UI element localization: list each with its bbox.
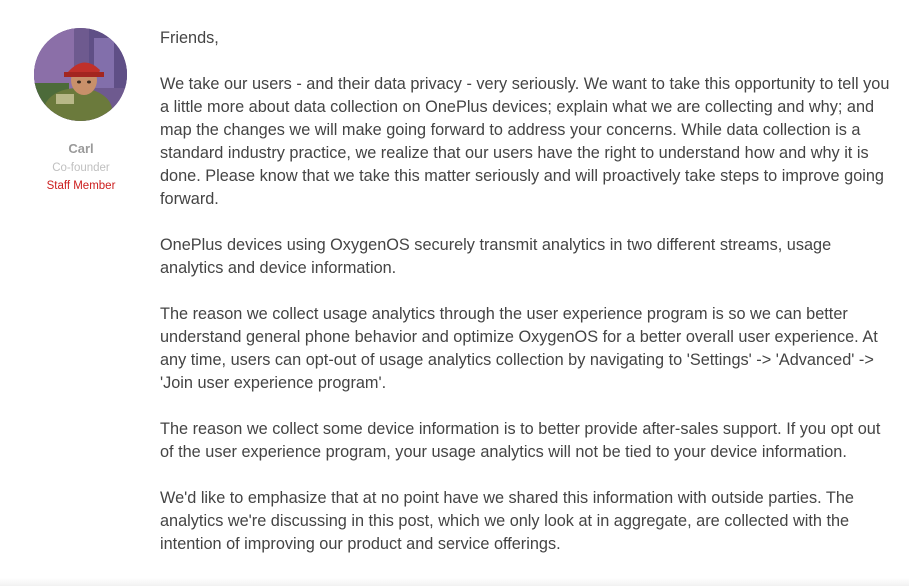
avatar-image [34, 28, 127, 121]
post-paragraph: OnePlus devices using OxygenOS securely transmit analytics in two different streams, usage analytics and device information. [160, 236, 832, 277]
author-title: Co-founder [52, 162, 110, 174]
post-paragraph: The reason we collect usage analytics through the user experience program is so we can better understand general phone behavior and optimize OxygenOS for a better overall user experience. At any time, users can opt-out of usage analytics collection by navigating to 'Settings' -> 'Advanced' -> 'Join user experience program'. [160, 305, 878, 392]
avatar[interactable] [34, 28, 127, 121]
staff-badge: Staff Member [46, 180, 116, 192]
post-paragraph: We'd like to emphasize that at no point have we shared this information with outside parties. The analytics we're discussing in this post, which we only look at in aggregate, are collected with the intention of improving our product and service offerings. [160, 489, 854, 553]
author-name[interactable]: Carl [68, 141, 94, 156]
bottom-fade [0, 578, 909, 586]
post-paragraph: The reason we collect some device information is to better provide after-sales support. If you opt out of the user experience program, your usage analytics will not be tied to your device information. [160, 420, 881, 461]
post-body [160, 27, 895, 579]
post-greeting: Friends, [160, 29, 219, 47]
post-paragraph: We take our users - and their data privacy - very seriously. We want to take this opportunity to tell you a little more about data collection on OnePlus devices; explain what we are collecting and why; and map the changes we will make going forward to address your concerns. While data collection is a standard industry practice, we realize that our users have the right to understand how and why it is done. Please know that we take this matter seriously and will proactively take steps to improve going forward. [160, 75, 890, 208]
